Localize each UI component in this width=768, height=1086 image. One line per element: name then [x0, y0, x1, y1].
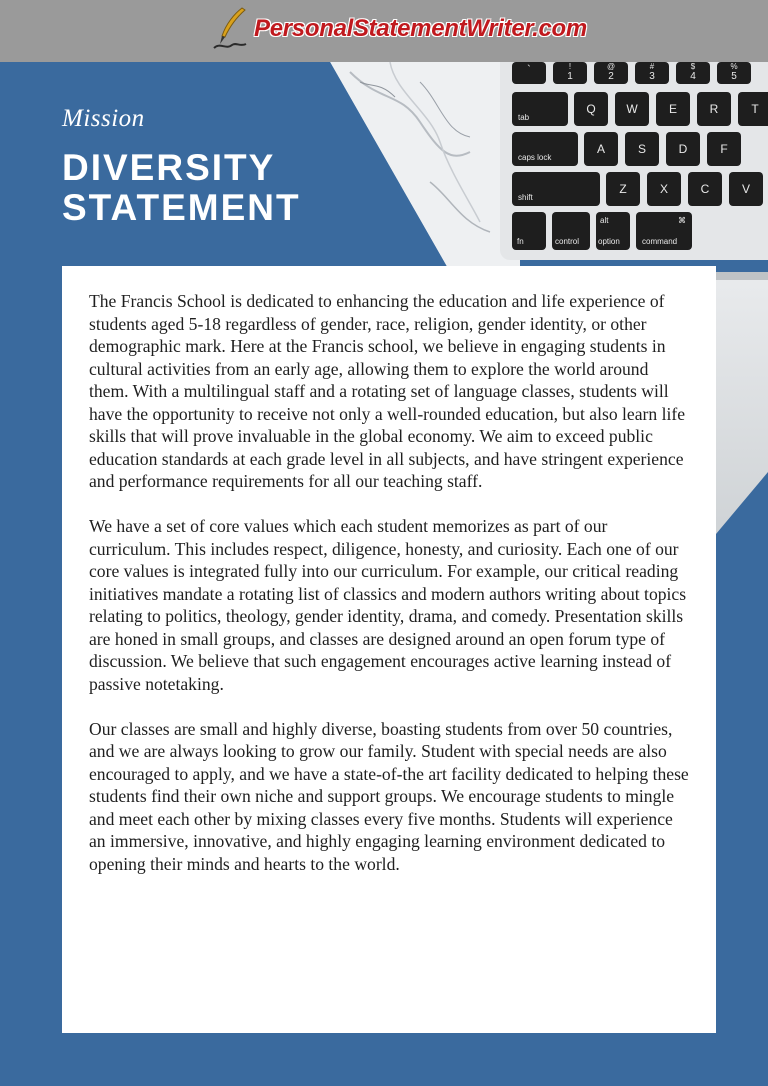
- top-banner: [0, 0, 768, 62]
- key-t: T: [738, 92, 768, 126]
- key-e: E: [656, 92, 690, 126]
- page-title: [62, 148, 301, 228]
- key-caps-lock: caps lock: [512, 132, 578, 166]
- mission-eyebrow: Mission: [62, 105, 145, 132]
- key-x: X: [647, 172, 681, 206]
- brand-name: PersonalStatementWriter.com: [254, 15, 587, 42]
- key-a: A: [584, 132, 618, 166]
- page-title-line-1: DIVERSITY: [62, 147, 276, 188]
- key-s: S: [625, 132, 659, 166]
- statement-body: [89, 290, 689, 898]
- paragraph-3: Our classes are small and highly diverse, boasting students from over 50 countries, and we are always looking to grow our family. Student with special needs are also encouraged to apply, and we have a state-of-the art facility dedicated to helping these students find their own niche and support groups. We encourage students to mingle and meet each other by mixing classes every five months. Students will experience an immersive, innovative, and highly engaging learning environment dedicated to opening their minds and hearts to the world.: [89, 718, 689, 874]
- page-title-line-2: STATEMENT: [62, 187, 301, 228]
- blue-diagonal-shape: [716, 272, 768, 1086]
- quill-pen-icon: [212, 6, 250, 52]
- key-q: Q: [574, 92, 608, 126]
- key-v: V: [729, 172, 763, 206]
- key-control: control: [552, 212, 590, 250]
- key-command: ⌘ command: [636, 212, 692, 250]
- key-fn: fn: [512, 212, 546, 250]
- key-backtick: `: [512, 62, 546, 84]
- key-4: $ 4: [676, 62, 710, 84]
- key-r: R: [697, 92, 731, 126]
- key-c: C: [688, 172, 722, 206]
- key-f: F: [707, 132, 741, 166]
- brand-logo[interactable]: [212, 6, 587, 52]
- key-3: # 3: [635, 62, 669, 84]
- paragraph-2: We have a set of core values which each student memorizes as part of our curriculum. This includes respect, diligence, honesty, and curiosity. Each one of our core values is integrated fully into our curriculum. For example, our critical reading initiatives mandate a rotating list of classics and modern authors writing about topics relating to politics, theology, gender identity, drama, and comedy. Presentation skills are honed in small groups, and classes are designed around an open forum type of discussion. We believe that such engagement encourages active learning instead of passive notetaking.: [89, 516, 687, 694]
- key-5: % 5: [717, 62, 751, 84]
- key-option: alt option: [596, 212, 630, 250]
- hero-banner: [0, 62, 768, 272]
- key-shift: shift: [512, 172, 600, 206]
- key-d: D: [666, 132, 700, 166]
- key-w: W: [615, 92, 649, 126]
- paragraph-1: The Francis School is dedicated to enhancing the education and life experience of students aged 5-18 regardless of gender, race, religion, gender identity, or other demographic mark. Here at the Francis school, we believe in engaging students in cultural activities from an early age, allowing them to explore the world around them. With a multilingual staff and a rotating set of language classes, students will have the opportunity to receive not only a well-rounded education, but also learn life skills that will prove invaluable in the global economy. We aim to exceed public education standards at each grade level in all subjects, and have stringent experience and performance requirements for all our teaching staff.: [89, 291, 686, 491]
- key-z: Z: [606, 172, 640, 206]
- key-tab: tab: [512, 92, 568, 126]
- key-2: @ 2: [594, 62, 628, 84]
- key-1: ! 1: [553, 62, 587, 84]
